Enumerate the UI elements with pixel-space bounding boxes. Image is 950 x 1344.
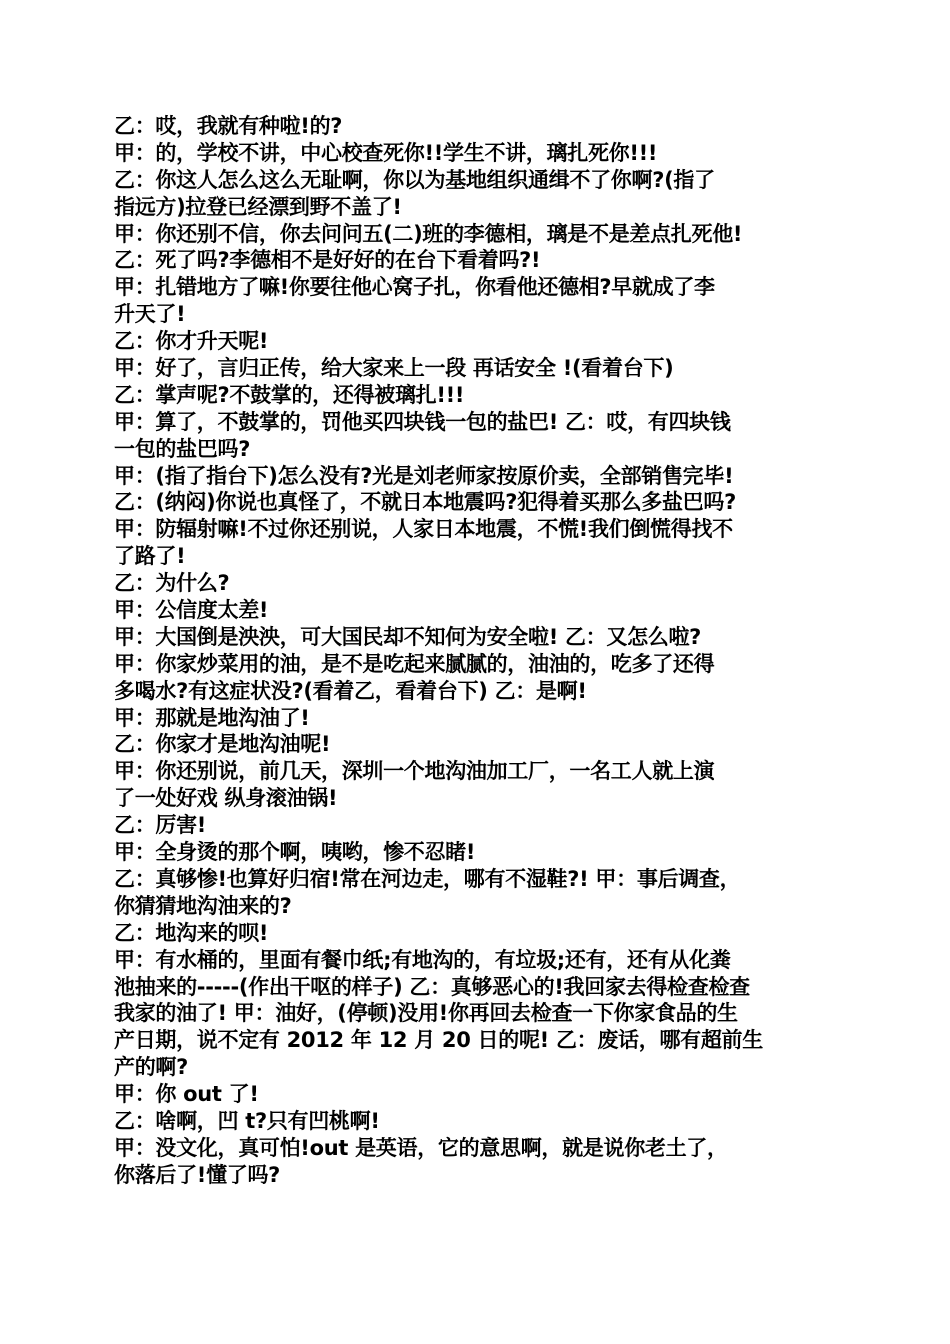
text-line: 乙：哎，我就有种啦!的? <box>114 114 343 138</box>
text-line: 乙：(纳闷)你说也真怪了，不就日本地震吗?犯得着买那么多盐巴吗? <box>114 490 736 515</box>
text-line: 升天了! <box>114 302 186 327</box>
text-line: 甲：的，学校不讲，中心校查死你!!学生不讲，璃扎死你!!! <box>114 140 658 165</box>
text-line: 产的啊? <box>114 1055 188 1080</box>
text-line: 乙：你这人怎么这么无耻啊，你以为基地组织通缉不了你啊?(指了 <box>114 167 715 192</box>
text-line: 乙：地沟来的呗! <box>114 920 269 945</box>
text-line: 了一处好戏 纵身滚油锅! <box>114 786 338 811</box>
text-line: 乙：掌声呢?不鼓掌的，还得被璃扎!!! <box>114 382 465 407</box>
text-line: 甲：大国倒是泱泱，可大国民却不知何为安全啦! 乙：又怎么啦? <box>114 624 702 649</box>
text-line: 甲：有水桶的，里面有餐巾纸;有地沟的，有垃圾;还有，还有从化粪 <box>114 947 731 972</box>
text-line: 甲：(指了指台下)怎么没有?光是刘老师家按原价卖，全部销售完毕! <box>114 463 734 488</box>
text-line: 甲：那就是地沟油了! <box>114 705 310 730</box>
document-body <box>114 113 840 1189</box>
text-line: 了路了! <box>114 544 186 569</box>
text-line: 我家的油了! 甲：油好，(停顿)没用!你再回去检查一下你家食品的生 <box>114 1001 738 1026</box>
text-line: 乙：死了吗?李德相不是好好的在台下看着吗?! <box>114 248 541 273</box>
text-line: 甲：你还别不信，你去问问五(二)班的李德相，璃是不是差点扎死他! <box>114 221 743 246</box>
text-line: 你落后了!懂了吗? <box>114 1162 281 1187</box>
text-line: 乙：真够惨!也算好归宿!常在河边走，哪有不湿鞋?! 甲：事后调查， <box>114 866 741 891</box>
text-line: 甲：你 out 了! <box>114 1082 259 1107</box>
text-line: 多喝水?有这症状没?(看着乙，看着台下) 乙：是啊! <box>114 678 587 703</box>
text-line: 甲：好了，言归正传，给大家来上一段 再话安全 !(看着台下) <box>114 356 674 381</box>
text-line: 指远方)拉登已经漂到野不盖了! <box>114 194 402 219</box>
text-line: 乙：你家才是地沟油呢! <box>114 732 331 757</box>
text-line: 甲：没文化，真可怕!out 是英语，它的意思啊，就是说你老土了， <box>114 1135 728 1160</box>
text-line: 乙：你才升天呢! <box>114 329 269 354</box>
text-line: 甲：公信度太差! <box>114 598 269 623</box>
text-line: 池抽来的-----(作出干呕的样子) 乙：真够恶心的!我回家去得检查检查 <box>114 974 750 999</box>
text-line: 乙：厉害! <box>114 813 207 838</box>
text-line: 甲：全身烫的那个啊，咦哟，惨不忍睹! <box>114 840 476 865</box>
text-line: 甲：防辐射嘛!不过你还别说，人家日本地震，不慌!我们倒慌得找不 <box>114 517 733 542</box>
text-line: 乙：为什么? <box>114 571 230 596</box>
text-line: 一包的盐巴吗? <box>114 436 251 461</box>
text-line: 乙：啥啊，凹 t?只有凹桃啊! <box>114 1108 380 1133</box>
text-line: 甲：算了，不鼓掌的，罚他买四块钱一包的盐巴! 乙：哎，有四块钱 <box>114 409 731 434</box>
text-line: 产日期，说不定有 2012 年 12 月 20 日的呢! 乙：废话，哪有超前生 <box>114 1028 763 1053</box>
text-line: 甲：你家炒菜用的油，是不是吃起来腻腻的，油油的，吃多了还得 <box>114 651 715 676</box>
text-line: 甲：你还别说，前几天，深圳一个地沟油加工厂，一名工人就上演 <box>114 759 715 784</box>
text-line: 你猜猜地沟油来的? <box>114 893 292 918</box>
text-line: 甲：扎错地方了嘛!你要往他心窝子扎，你看他还德相?早就成了李 <box>114 275 715 300</box>
